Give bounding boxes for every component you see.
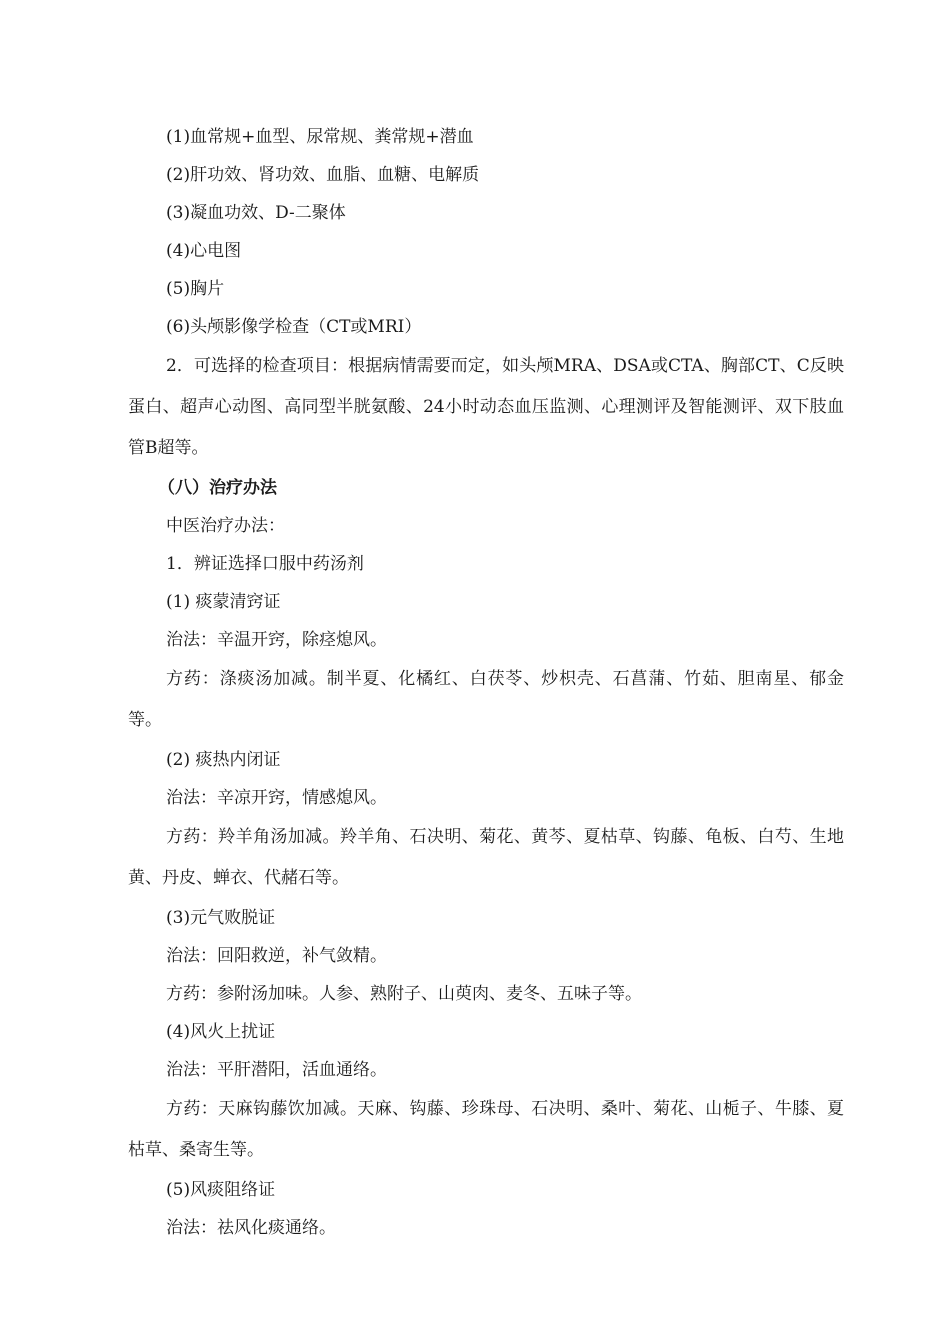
syndrome-5-method: 治法：祛风化痰通络。	[166, 1218, 336, 1238]
exam-item-4: (4)心电图	[166, 241, 242, 261]
syndrome-2-method: 治法：辛凉开窍，情感熄风。	[166, 788, 387, 808]
syndrome-3-method: 治法：回阳救逆，补气敛精。	[166, 946, 387, 966]
syndrome-3-title: (3)元气败脱证	[166, 908, 276, 928]
syndrome-1-method: 治法：辛温开窍，除痉熄风。	[166, 630, 387, 650]
exam-item-2: (2)肝功效、肾功效、血脂、血糖、电解质	[166, 165, 480, 185]
syndrome-4-prescription: 方药：天麻钩藤饮加减。天麻、钩藤、珍珠母、石决明、桑叶、菊花、山栀子、牛膝、夏枯草、桑寄生等。	[128, 1099, 844, 1160]
syndrome-1-title: (1) 痰蒙清窍证	[166, 592, 281, 612]
syndrome-4-method: 治法：平肝潜阳，活血通络。	[166, 1060, 387, 1080]
optional-exams-paragraph: 2．可选择的检查项目：根据病情需要而定，如头颅MRA、DSA或CTA、胸部CT、C反映蛋白、超声心动图、高同型半胱氨酸、24小时动态血压监测、心理测评及智能测评、双下肢血管B超等。	[128, 356, 844, 458]
oral-decoction-heading: 1．辨证选择口服中药汤剂	[166, 554, 364, 574]
exam-item-6: (6)头颅影像学检查（CT或MRI）	[166, 317, 422, 337]
exam-item-5: (5)胸片	[166, 279, 225, 299]
document-body	[128, 118, 844, 1247]
section-heading-treatment: （八）治疗办法	[158, 478, 277, 498]
syndrome-2-title: (2) 痰热内闭证	[166, 750, 281, 770]
syndrome-4-title: (4)风火上扰证	[166, 1022, 276, 1042]
syndrome-1-prescription: 方药：涤痰汤加减。制半夏、化橘红、白茯苓、炒枳壳、石菖蒲、竹茹、胆南星、郁金等。	[128, 669, 844, 730]
syndrome-2-prescription: 方药：羚羊角汤加减。羚羊角、石决明、菊花、黄芩、夏枯草、钩藤、龟板、白芍、生地黄、丹皮、蝉衣、代赭石等。	[128, 827, 844, 888]
syndrome-5-title: (5)风痰阻络证	[166, 1180, 276, 1200]
tcm-treatment-label: 中医治疗办法：	[166, 516, 285, 536]
exam-item-3: (3)凝血功效、D-二聚体	[166, 203, 346, 223]
exam-item-1: (1)血常规+血型、尿常规、粪常规+潜血	[166, 127, 474, 147]
syndrome-3-prescription: 方药：参附汤加味。人参、熟附子、山萸肉、麦冬、五味子等。	[166, 984, 642, 1004]
